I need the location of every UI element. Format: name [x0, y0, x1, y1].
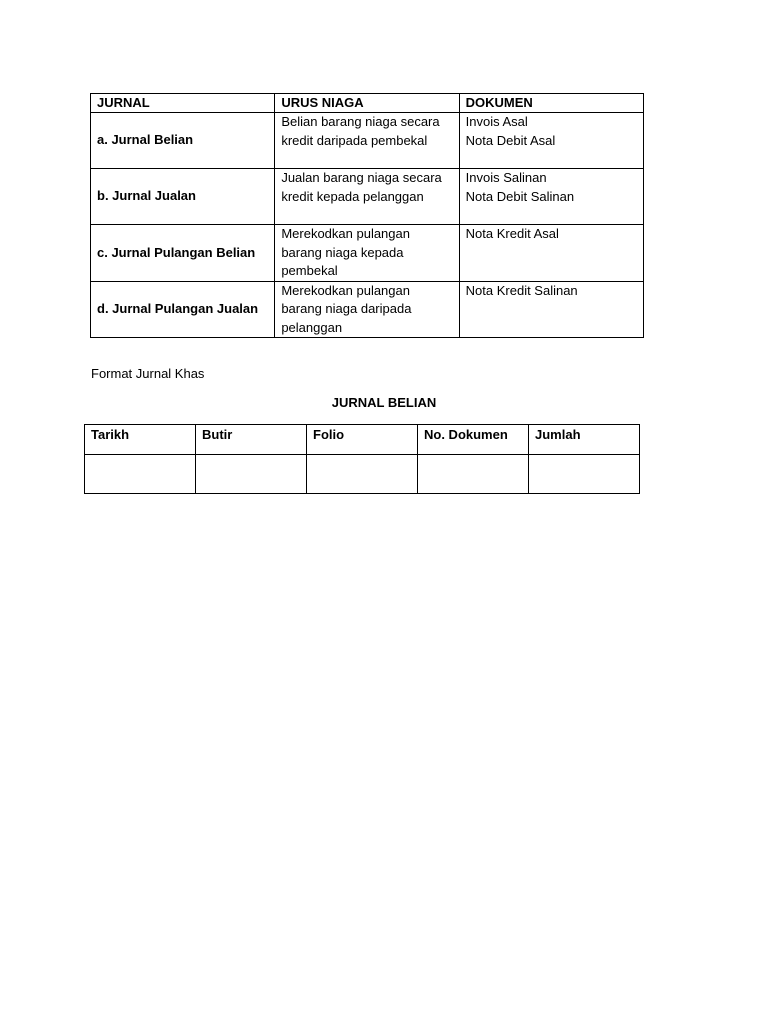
belian-title: JURNAL BELIAN	[331, 395, 437, 410]
jurnal-cell: d. Jurnal Pulangan Jualan	[91, 281, 275, 338]
format-label: Format Jurnal Khas	[91, 366, 205, 381]
header-jumlah: Jumlah	[529, 425, 640, 455]
text-line: Invois Salinan	[465, 170, 547, 185]
text-line: pembekal	[281, 263, 338, 278]
header-jurnal: JURNAL	[91, 94, 275, 113]
table-cell	[529, 455, 640, 494]
header-no-dokumen: No. Dokumen	[418, 425, 529, 455]
text-line: pelanggan	[281, 319, 343, 335]
jurnal-cell: a. Jurnal Belian	[91, 113, 275, 169]
text-line: Nota Debit Salinan	[465, 188, 575, 204]
header-tarikh: Tarikh	[85, 425, 196, 455]
urus-niaga-cell	[275, 169, 459, 225]
text-line: kredit kepada pelanggan	[281, 188, 424, 204]
jurnal-belian-table	[84, 424, 640, 494]
text-line: Belian barang niaga secara	[281, 114, 440, 129]
jurnal-cell: b. Jurnal Jualan	[91, 169, 275, 225]
table-header-row	[85, 425, 640, 455]
text-line: barang niaga kepada	[281, 244, 404, 260]
text-line: Merekodkan pulangan	[281, 282, 410, 298]
table-row	[85, 455, 640, 494]
text-line: Nota Debit Asal	[465, 132, 556, 148]
text-line: Jualan barang niaga secara	[281, 170, 442, 185]
header-folio: Folio	[307, 425, 418, 455]
text-line: kredit daripada pembekal	[281, 132, 428, 148]
table-row	[91, 281, 644, 338]
dokumen-cell	[459, 113, 643, 169]
text-line: Nota Kredit Salinan	[465, 282, 578, 298]
text-line: Nota Kredit Asal	[465, 226, 559, 241]
urus-niaga-cell	[275, 225, 459, 282]
text-line: barang niaga daripada	[281, 301, 412, 316]
table-row	[91, 225, 644, 282]
dokumen-cell	[459, 169, 643, 225]
jurnal-cell: c. Jurnal Pulangan Belian	[91, 225, 275, 282]
table-header-row	[91, 94, 644, 113]
header-urus-niaga: URUS NIAGA	[275, 94, 459, 113]
table-cell	[307, 455, 418, 494]
table-row	[91, 113, 644, 169]
table-cell	[85, 455, 196, 494]
urus-niaga-cell	[275, 281, 459, 338]
dokumen-cell	[459, 225, 643, 282]
header-dokumen: DOKUMEN	[459, 94, 643, 113]
text-line: Merekodkan pulangan	[281, 226, 410, 241]
header-butir: Butir	[196, 425, 307, 455]
table-cell	[418, 455, 529, 494]
journal-summary-table	[90, 93, 644, 338]
text-line: Invois Asal	[465, 114, 528, 129]
urus-niaga-cell	[275, 113, 459, 169]
dokumen-cell	[459, 281, 643, 338]
table-row	[91, 169, 644, 225]
table-cell	[196, 455, 307, 494]
